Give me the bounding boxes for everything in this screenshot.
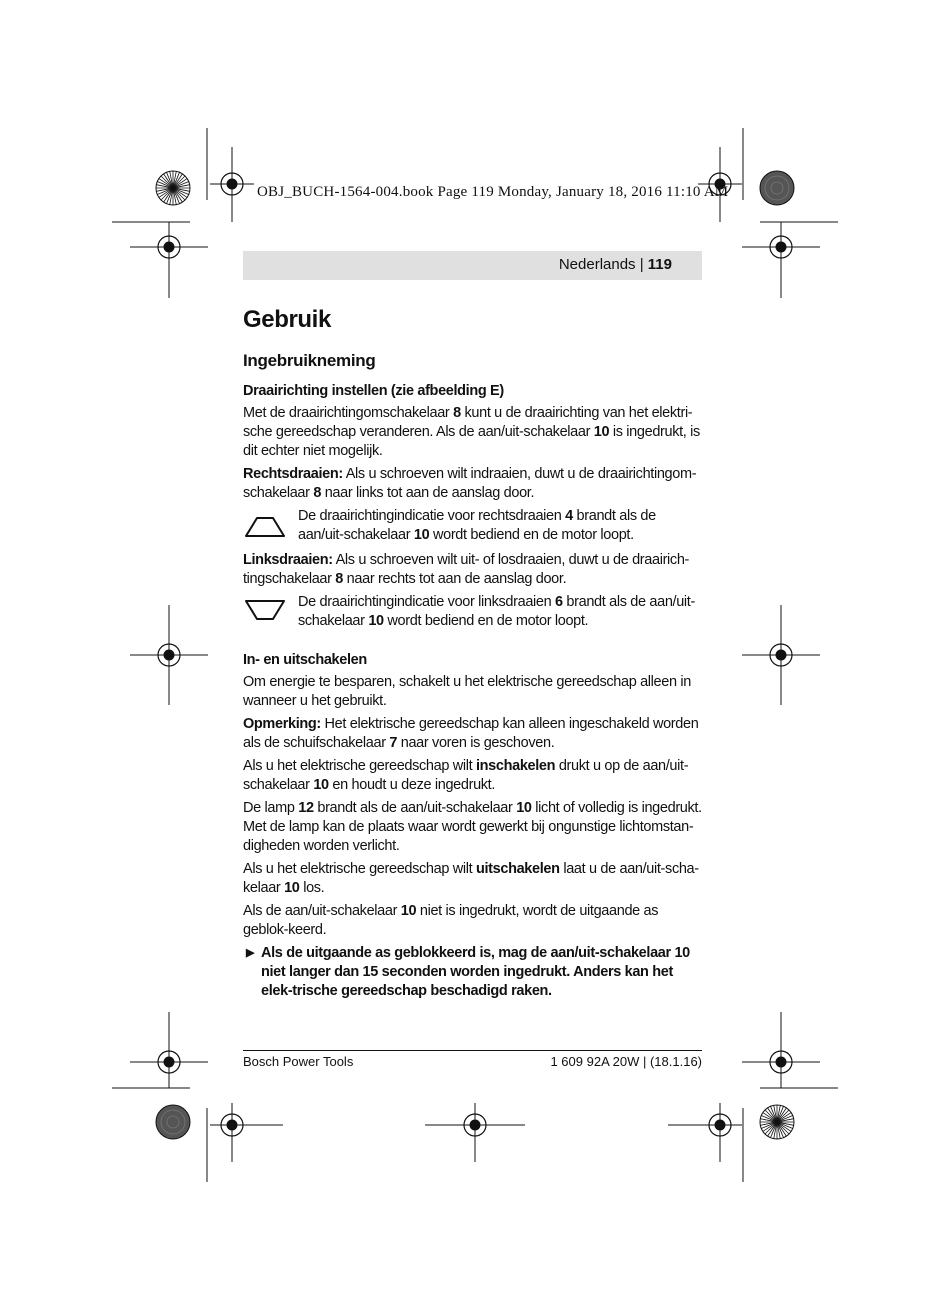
header-separator: | xyxy=(635,256,648,273)
paragraph-switch-on: Als u het elektrische gereedschap wilt inschakelen drukt u op de aan/uit-schakelaar 10 en houdt u deze ingedrukt. xyxy=(243,758,689,793)
warning-item xyxy=(243,944,705,1001)
subsection-heading-switching: In- en uitschakelen xyxy=(243,652,367,668)
paragraph-energy: Om energie te besparen, schakelt u het elektrische gereedschap alleen in wanneer u het gebruikt. xyxy=(243,674,691,709)
warning-text: Als de uitgaande as geblokkeerd is, mag de aan/uit-schakelaar 10 niet langer dan 15 seconden worden ingedrukt. Anders kan het elek-trische gereedschap beschadigd raken. xyxy=(261,945,690,999)
bullet-triangle-icon: ▶ xyxy=(246,947,255,959)
footer-doc-number: 1 609 92A 20W | (18.1.16) xyxy=(550,1054,702,1069)
subsection-heading-rotation: Draairichting instellen (zie afbeelding E) xyxy=(243,383,504,399)
note-right-rotation: De draairichtingindicatie voor rechtsdraaien 4 brandt als de aan/uit-schakelaar 10 wordt bediend en de motor loopt. xyxy=(243,507,705,545)
paragraph-rotation-intro: Met de draairichtingomschakelaar 8 kunt u de draairichting van het elektri-sche gereedschap veranderen. Als de aan/uit-schakelaar 10 is ingedrukt, is dit echter niet mogelijk. xyxy=(243,405,700,459)
paragraph-remark: Opmerking: Het elektrische gereedschap kan alleen ingeschakeld worden als de schuifschakelaar 7 naar voren is geschoven. xyxy=(243,716,699,751)
paragraph-right-rotation: Rechtsdraaien: Als u schroeven wilt indraaien, duwt u de draairichtingom-schakelaar 8 naar links tot aan de aanslag door. xyxy=(243,466,697,501)
paragraph-switch-off: Als u het elektrische gereedschap wilt uitschakelen laat u de aan/uit-scha-kelaar 10 los. xyxy=(243,861,699,896)
print-slug: OBJ_BUCH-1564-004.book Page 119 Monday, January 18, 2016 11:10 AM xyxy=(257,184,729,200)
footer-rule xyxy=(243,1050,702,1051)
section-heading: Ingebruikneming xyxy=(243,351,376,370)
running-header xyxy=(243,251,702,280)
header-language: Nederlands xyxy=(558,256,636,273)
paragraph-spindle-lock: Als de aan/uit-schakelaar 10 niet is ingedrukt, wordt de uitgaande as geblok-keerd. xyxy=(243,903,659,938)
page-title: Gebruik xyxy=(243,306,331,333)
note-left-rotation: De draairichtingindicatie voor linksdraaien 6 brandt als de aan/uit-schakelaar 10 wordt bediend en de motor loopt. xyxy=(243,593,705,631)
arrow-up-icon xyxy=(243,511,287,541)
header-text xyxy=(559,256,672,273)
main-content xyxy=(243,305,705,1001)
arrow-down-icon xyxy=(243,597,287,627)
paragraph-lamp: De lamp 12 brandt als de aan/uit-schakelaar 10 licht of volledig is ingedrukt. Met de lamp kan de plaats waar wordt gewerkt bij ongunstige lichtomstan-digheden worden verlicht. xyxy=(243,800,702,854)
paragraph-left-rotation: Linksdraaien: Als u schroeven wilt uit- of losdraaien, duwt u de draairich-tingschakelaar 8 naar rechts tot aan de aanslag door. xyxy=(243,552,690,587)
footer-brand: Bosch Power Tools xyxy=(243,1054,354,1069)
page-number: 119 xyxy=(647,256,672,273)
